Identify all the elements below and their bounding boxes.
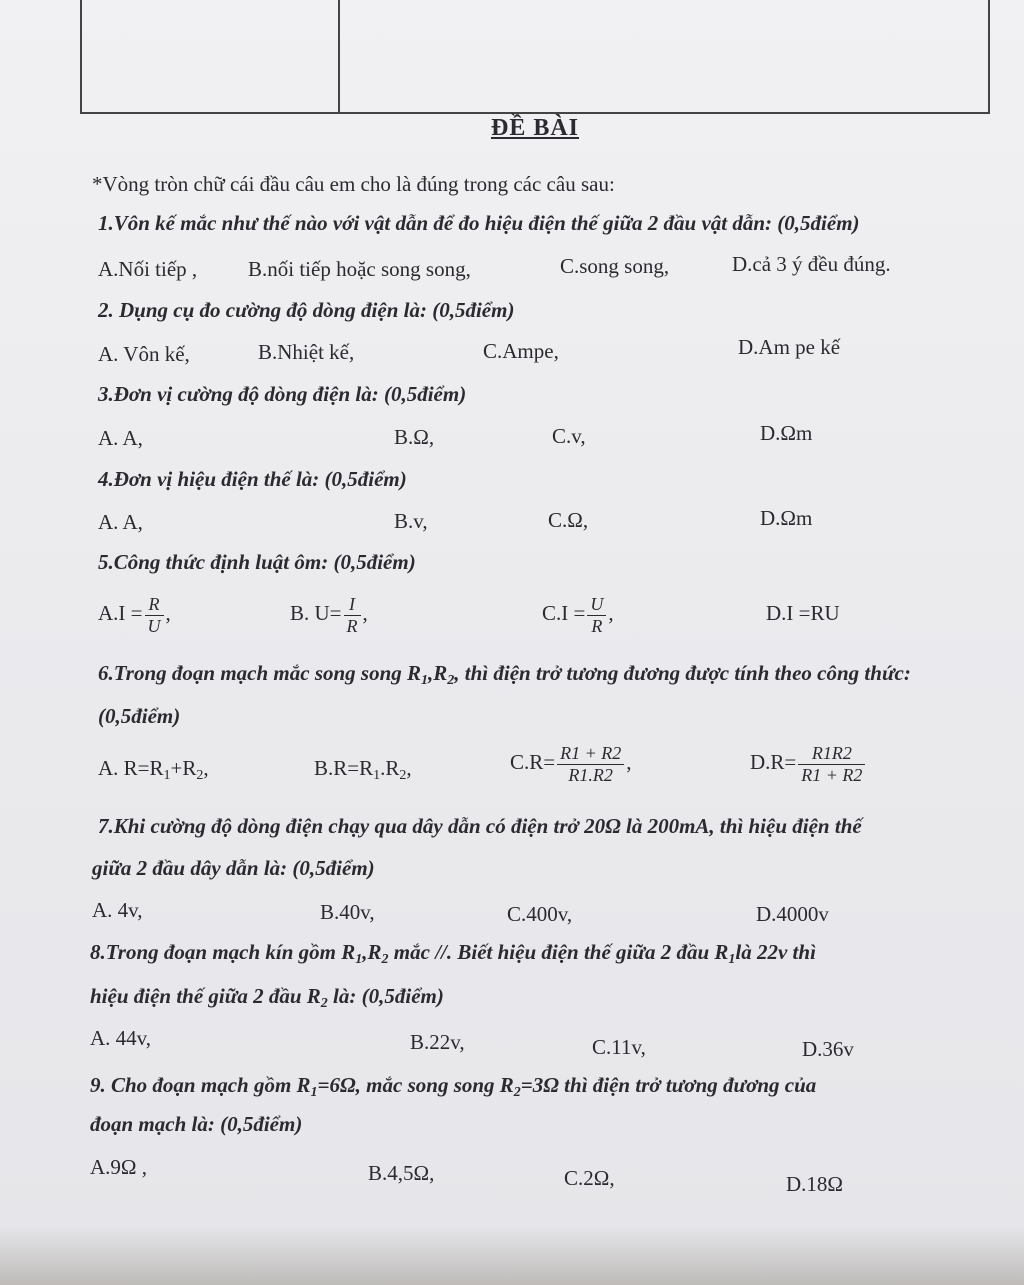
question-8-line-2 [90, 984, 444, 1012]
q9-sub-2: 2 [513, 1085, 521, 1100]
q3-option-b: B.Ω, [394, 425, 435, 449]
q5-b-comma: , [362, 601, 368, 625]
q7-option-b: B.40v, [320, 900, 375, 924]
q2-option-b: B.Nhiệt kế, [258, 340, 355, 364]
q6-text-pre: 6.Trong đoạn mạch mắc song song R [98, 661, 422, 685]
instruction: *Vòng tròn chữ cái đầu câu em cho là đúng trong các câu sau: [92, 172, 615, 196]
q5-a-prefix: A.I = [98, 601, 143, 625]
q8-l2-pre: hiệu điện thế giữa 2 đầu R [90, 984, 321, 1008]
question-4: 4.Đơn vị hiệu điện thế là: (0,5điểm) [98, 467, 407, 491]
q5-c-fraction [587, 594, 606, 636]
header-table [80, 0, 990, 114]
exam-title: ĐỀ BÀI [490, 115, 580, 141]
q6-b-mid: .R [380, 756, 400, 780]
q7-option-a: A. 4v, [92, 898, 143, 922]
q9-l1-mid: =6Ω, mắc song song R [317, 1073, 514, 1097]
question-1: 1.Vôn kế mắc như thế nào với vật dẫn để đo hiệu điện thế giữa 2 đầu vật dẫn: (0,5điểm) [98, 211, 860, 235]
q9-l1-post: =3Ω thì điện trở tương đương của [520, 1073, 817, 1097]
q1-option-c: C.song song, [560, 254, 670, 278]
q8-sub-4: 2 [320, 996, 328, 1011]
question-8-line-1 [90, 940, 816, 968]
q5-b-prefix: B. U= [290, 601, 342, 625]
q7-option-c: C.400v, [507, 902, 573, 926]
q2-option-d: D.Am pe kế [738, 335, 841, 359]
q6-d-fraction [798, 743, 865, 785]
q8-option-d: D.36v [802, 1037, 854, 1061]
q6-option-d [750, 743, 867, 785]
q6-text-post: , thì điện trở tương đương được tính theo công thức: [454, 661, 911, 685]
q6-a-end: , [203, 756, 209, 780]
page-bottom-shadow [0, 1225, 1024, 1285]
q3-option-d: D.Ωm [760, 421, 813, 445]
q6-d-prefix: D.R= [750, 750, 797, 774]
q6-d-denominator: R1 + R2 [801, 764, 863, 785]
q6-option-c [510, 743, 632, 785]
q5-a-comma: , [165, 601, 171, 625]
q4-option-d: D.Ωm [760, 506, 813, 530]
q5-b-denominator: R [346, 615, 358, 636]
q5-b-numerator: I [344, 594, 361, 616]
q9-option-d: D.18Ω [786, 1172, 844, 1196]
q4-option-b: B.v, [394, 509, 428, 533]
q6-b-end: , [406, 756, 412, 780]
question-9-line-1 [90, 1073, 816, 1101]
q5-option-d: D.I =RU [766, 601, 840, 625]
q6-option-a [98, 756, 209, 784]
q6-c-numerator: R1 + R2 [557, 743, 624, 765]
q6-b-pre: B.R=R [314, 756, 374, 780]
q6-a-mid: +R [170, 756, 197, 780]
q5-b-fraction [344, 594, 361, 636]
q6-sub-2: 2 [447, 673, 455, 688]
q8-l1-mid: ,R [362, 940, 382, 964]
q8-l1-post: là 22v thì [735, 940, 816, 964]
q6-text-mid: ,R [428, 661, 448, 685]
q5-c-prefix: C.I = [542, 601, 586, 625]
q8-option-c: C.11v, [592, 1035, 646, 1059]
question-7-line-1: 7.Khi cường độ dòng điện chạy qua dây dẫn có điện trở 20Ω là 200mA, thì hiệu điện thế [98, 814, 862, 838]
q6-b-sub-1: 1 [373, 768, 381, 783]
q5-c-comma: , [608, 601, 614, 625]
question-5: 5.Công thức định luật ôm: (0,5điểm) [98, 550, 416, 574]
q8-l1-mid2: mắc //. Biết hiệu điện thế giữa 2 đầu R [388, 940, 729, 964]
q6-a-pre: A. R=R [98, 756, 164, 780]
q6-points: (0,5điểm) [98, 704, 181, 728]
q2-option-c: C.Ampe, [483, 339, 559, 363]
q6-c-denominator: R1.R2 [568, 764, 613, 785]
q1-option-b: B.nối tiếp hoặc song song, [248, 257, 471, 281]
q5-option-b [290, 594, 368, 636]
q8-sub-2: 2 [381, 952, 389, 967]
q8-option-a: A. 44v, [90, 1026, 152, 1050]
q6-c-fraction [557, 743, 624, 785]
q2-option-a: A. Vôn kế, [98, 342, 190, 366]
q6-option-b [314, 756, 412, 784]
q4-option-a: A. A, [98, 510, 143, 534]
q8-option-b: B.22v, [410, 1030, 465, 1054]
q5-c-denominator: R [591, 615, 603, 636]
q6-a-sub-2: 2 [196, 768, 204, 783]
q6-d-numerator: R1R2 [798, 743, 865, 765]
q8-l2-post: là: (0,5điểm) [327, 984, 444, 1008]
question-2: 2. Dụng cụ đo cường độ dòng điện là: (0,5điểm) [98, 298, 515, 322]
q1-option-d: D.cả 3 ý đều đúng. [732, 252, 891, 276]
q8-l1-pre: 8.Trong đoạn mạch kín gồm R [90, 940, 356, 964]
q5-a-numerator: R [145, 594, 164, 616]
q5-a-fraction [145, 594, 164, 636]
q5-c-numerator: U [587, 594, 606, 616]
q3-option-c: C.v, [552, 424, 586, 448]
question-9-line-2: đoạn mạch là: (0,5điểm) [90, 1112, 303, 1136]
q4-option-c: C.Ω, [548, 508, 589, 532]
q9-option-c: C.2Ω, [564, 1166, 615, 1190]
q5-option-c [542, 594, 614, 636]
q9-l1-pre: 9. Cho đoạn mạch gồm R [90, 1073, 311, 1097]
q6-sub-1: 1 [421, 673, 429, 688]
q9-sub-1: 1 [310, 1085, 318, 1100]
q8-sub-1: 1 [355, 952, 363, 967]
q5-a-denominator: U [147, 615, 161, 636]
q6-a-sub-1: 1 [163, 768, 171, 783]
q3-option-a: A. A, [98, 426, 143, 450]
q7-option-d: D.4000v [756, 902, 829, 926]
q9-option-a: A.9Ω , [90, 1155, 148, 1179]
q6-c-prefix: C.R= [510, 750, 556, 774]
q9-option-b: B.4,5Ω, [368, 1161, 435, 1185]
q6-c-end: , [626, 750, 632, 774]
header-table-divider [338, 0, 340, 112]
q6-b-sub-2: 2 [399, 768, 407, 783]
question-3: 3.Đơn vị cường độ dòng điện là: (0,5điểm) [98, 382, 467, 406]
question-6 [98, 661, 911, 689]
q1-option-a: A.Nối tiếp , [98, 257, 198, 281]
q5-option-a [98, 594, 171, 636]
question-7-line-2: giữa 2 đầu dây dẫn là: (0,5điểm) [92, 856, 375, 880]
q8-sub-3: 1 [728, 952, 736, 967]
